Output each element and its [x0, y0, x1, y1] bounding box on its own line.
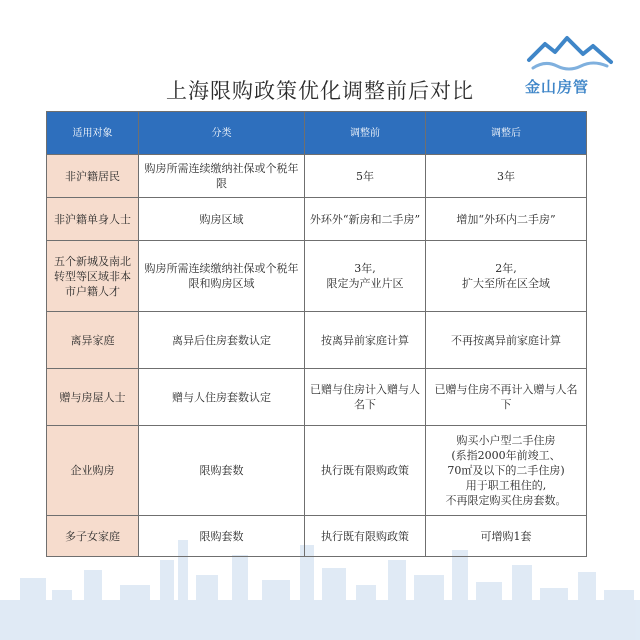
- row-after-line: 2年,: [495, 262, 517, 275]
- table-header-row: [47, 112, 587, 155]
- table-row: [47, 516, 587, 557]
- row-before: 执行既有限购政策: [305, 516, 426, 557]
- row-after-line: 70㎡及以下的二手住房): [447, 464, 565, 477]
- row-before-line: 3年,: [354, 262, 376, 275]
- row-after: 3年: [426, 155, 587, 198]
- row-category: 离异后住房套数认定: [139, 312, 305, 369]
- row-before: 按离异前家庭计算: [305, 312, 426, 369]
- row-target: 非沪籍居民: [47, 155, 139, 198]
- row-target: 五个新城及南北转型等区域非本市户籍人才: [47, 241, 139, 312]
- row-target: 赠与房屋人士: [47, 369, 139, 426]
- mountain-waves-icon: [525, 34, 615, 74]
- row-after: 增加“外环内二手房”: [426, 198, 587, 241]
- table-row: [47, 198, 587, 241]
- row-after: [426, 426, 587, 516]
- header-after: 调整后: [426, 112, 587, 155]
- header-category: 分类: [139, 112, 305, 155]
- row-after: 已赠与住房不再计入赠与人名下: [426, 369, 587, 426]
- row-target: 离异家庭: [47, 312, 139, 369]
- table-row: [47, 155, 587, 198]
- row-category: 限购套数: [139, 516, 305, 557]
- row-before: 5年: [305, 155, 426, 198]
- table-row: [47, 312, 587, 369]
- row-category: 限购套数: [139, 426, 305, 516]
- row-target: 多子女家庭: [47, 516, 139, 557]
- header-target: 适用对象: [47, 112, 139, 155]
- row-after: 不再按离异前家庭计算: [426, 312, 587, 369]
- row-target: 非沪籍单身人士: [47, 198, 139, 241]
- row-before: 执行既有限购政策: [305, 426, 426, 516]
- brand-name: 金山房管: [525, 78, 590, 96]
- row-after: [426, 241, 587, 312]
- row-before: 外环外“新房和二手房”: [305, 198, 426, 241]
- row-before: 已赠与住房计入赠与人名下: [305, 369, 426, 426]
- row-after-line: (系指2000年前竣工、: [451, 449, 561, 462]
- comparison-table: [46, 111, 587, 557]
- row-before-line: 限定为产业片区: [326, 277, 404, 290]
- row-after-line: 购买小户型二手住房: [456, 434, 556, 447]
- row-category: 购房所需连续缴纳社保或个税年限和购房区域: [139, 241, 305, 312]
- table-row: [47, 369, 587, 426]
- row-category: 赠与人住房套数认定: [139, 369, 305, 426]
- row-after: 可增购1套: [426, 516, 587, 557]
- row-after-line: 不再限定购买住房套数。: [445, 494, 567, 507]
- row-category: 购房区域: [139, 198, 305, 241]
- row-after-line: 用于职工租住的,: [465, 479, 547, 492]
- row-target: 企业购房: [47, 426, 139, 516]
- table-row: [47, 426, 587, 516]
- row-category: 购房所需连续缴纳社保或个税年限: [139, 155, 305, 198]
- row-before: [305, 241, 426, 312]
- page-title: 上海限购政策优化调整前后对比: [166, 79, 474, 103]
- header-before: 调整前: [305, 112, 426, 155]
- table-row: [47, 241, 587, 312]
- row-after-line: 扩大至所在区全域: [462, 277, 550, 290]
